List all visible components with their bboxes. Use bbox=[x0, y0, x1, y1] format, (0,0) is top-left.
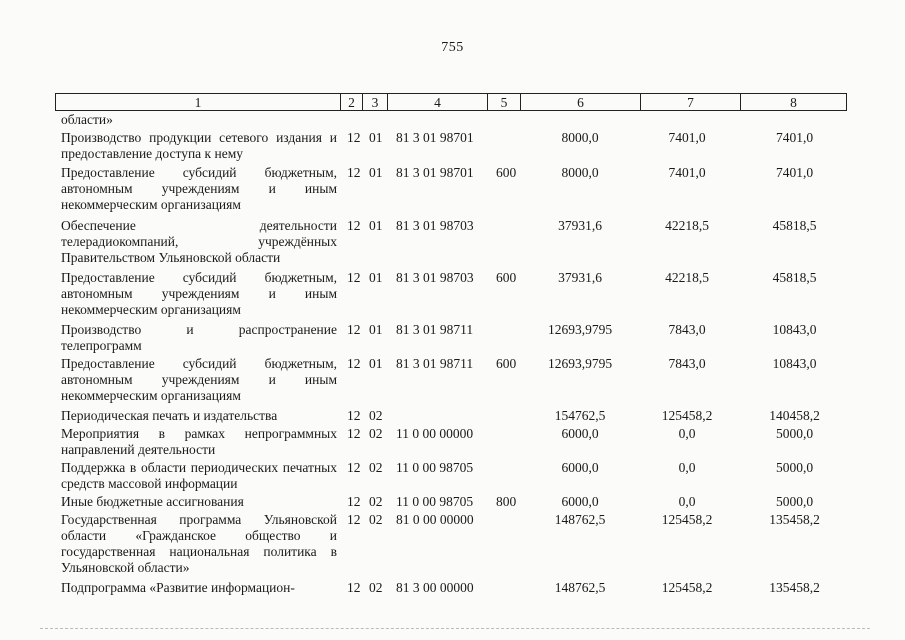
header-col-7: 7 bbox=[641, 94, 741, 110]
header-col-5: 5 bbox=[488, 94, 521, 110]
row-value-7: 7401,0 bbox=[668, 165, 706, 180]
row-value-8: 10843,0 bbox=[772, 356, 817, 371]
row-value-8: 135458,2 bbox=[769, 512, 820, 527]
row-expense-type: 600 bbox=[496, 356, 517, 371]
row-section: 12 bbox=[347, 356, 361, 371]
row-value-6: 12693,9795 bbox=[547, 356, 613, 371]
row-value-8: 5000,0 bbox=[775, 426, 814, 441]
row-expense-type: 600 bbox=[496, 270, 517, 285]
row-name: Предоставление субсидий бюджетным, автономным учреждениям и иным некоммерческим организациям bbox=[61, 165, 337, 212]
row-value-8: 10843,0 bbox=[772, 322, 817, 337]
row-target-article: 81 0 00 00000 bbox=[396, 512, 474, 527]
row-value-6: 37931,6 bbox=[558, 270, 602, 285]
row-value-7: 0,0 bbox=[678, 460, 696, 475]
row-section: 12 bbox=[347, 322, 361, 337]
row-value-7: 125458,2 bbox=[661, 580, 713, 595]
row-value-6: 8000,0 bbox=[561, 130, 599, 145]
row-target-article: 81 3 00 00000 bbox=[396, 580, 474, 595]
row-name: Поддержка в области периодических печатных средств массовой информации bbox=[61, 460, 337, 491]
row-section: 12 bbox=[347, 130, 361, 145]
row-value-6: 6000,0 bbox=[561, 426, 599, 441]
row-value-7: 0,0 bbox=[678, 494, 696, 509]
page-number: 755 bbox=[441, 40, 464, 55]
row-target-article: 11 0 00 98705 bbox=[396, 494, 474, 509]
row-name: Предоставление субсидий бюджетным, автономным учреждениям и иным некоммерческим организациям bbox=[61, 356, 337, 403]
row-value-7: 125458,2 bbox=[661, 408, 713, 423]
row-name: Предоставление субсидий бюджетным, автономным учреждениям и иным некоммерческим организациям bbox=[61, 270, 337, 317]
row-section: 12 bbox=[347, 580, 361, 595]
row-section: 12 bbox=[347, 218, 361, 233]
row-target-article: 81 3 01 98711 bbox=[396, 322, 474, 337]
row-target-article: 81 3 01 98703 bbox=[396, 270, 474, 285]
row-expense-type: 800 bbox=[496, 494, 517, 509]
row-subsection: 01 bbox=[369, 322, 383, 337]
row-subsection: 01 bbox=[369, 130, 383, 145]
row-value-7: 7843,0 bbox=[668, 356, 706, 371]
row-value-8: 140458,2 bbox=[769, 408, 820, 423]
row-value-6: 154762,5 bbox=[554, 408, 606, 423]
row-subsection: 01 bbox=[369, 165, 383, 180]
row-value-8: 45818,5 bbox=[772, 270, 817, 285]
row-value-8: 5000,0 bbox=[775, 460, 814, 475]
row-value-8: 7401,0 bbox=[775, 130, 814, 145]
row-section: 12 bbox=[347, 408, 361, 423]
row-value-6: 148762,5 bbox=[554, 512, 606, 527]
row-subsection: 02 bbox=[369, 580, 383, 595]
header-col-6: 6 bbox=[521, 94, 641, 110]
row-section: 12 bbox=[347, 165, 361, 180]
row-name: Мероприятия в рамках непрограммных направлений деятельности bbox=[61, 426, 337, 457]
row-subsection: 02 bbox=[369, 512, 383, 527]
row-value-6: 6000,0 bbox=[561, 494, 599, 509]
row-section: 12 bbox=[347, 460, 361, 475]
row-target-article: 81 3 01 98703 bbox=[396, 218, 474, 233]
row-value-7: 0,0 bbox=[678, 426, 696, 441]
page-bottom-edge bbox=[40, 628, 870, 629]
row-value-7: 42218,5 bbox=[665, 270, 709, 285]
row-target-article: 81 3 01 98701 bbox=[396, 130, 474, 145]
row-subsection: 02 bbox=[369, 460, 383, 475]
row-section: 12 bbox=[347, 426, 361, 441]
row-value-8: 45818,5 bbox=[772, 218, 817, 233]
row-name: Обеспечение деятельности телерадиокомпаний, учреждённых Правительством Ульяновской области bbox=[61, 218, 337, 265]
header-col-1: 1 bbox=[56, 94, 341, 110]
row-name: Производство продукции сетевого издания и предоставление доступа к нему bbox=[61, 130, 337, 161]
row-value-7: 42218,5 bbox=[665, 218, 709, 233]
row-target-article: 11 0 00 98705 bbox=[396, 460, 474, 475]
row-value-6: 12693,9795 bbox=[547, 322, 613, 337]
row-name: Государственная программа Ульяновской области «Гражданское общество и государственная национальная политика в Ульяновской области» bbox=[61, 512, 337, 575]
row-section: 12 bbox=[347, 270, 361, 285]
row-subsection: 01 bbox=[369, 218, 383, 233]
header-col-2: 2 bbox=[341, 94, 363, 110]
row-value-8: 5000,0 bbox=[775, 494, 814, 509]
row-value-8: 135458,2 bbox=[769, 580, 820, 595]
row-expense-type: 600 bbox=[496, 165, 517, 180]
row-value-7: 7843,0 bbox=[668, 322, 706, 337]
header-col-4: 4 bbox=[388, 94, 488, 110]
row-name: Подпрограмма «Развитие информацион- bbox=[61, 580, 295, 595]
row-subsection: 01 bbox=[369, 270, 383, 285]
row-subsection: 02 bbox=[369, 426, 383, 441]
row-value-7: 7401,0 bbox=[668, 130, 706, 145]
row-value-7: 125458,2 bbox=[661, 512, 713, 527]
row-subsection: 01 bbox=[369, 356, 383, 371]
row-value-6: 8000,0 bbox=[561, 165, 599, 180]
row-target-article: 81 3 01 98701 bbox=[396, 165, 474, 180]
header-col-3: 3 bbox=[363, 94, 388, 110]
row-value-6: 148762,5 bbox=[554, 580, 606, 595]
row-target-article: 81 3 01 98711 bbox=[396, 356, 474, 371]
row-value-6: 6000,0 bbox=[561, 460, 599, 475]
row-section: 12 bbox=[347, 512, 361, 527]
row-target-article: 11 0 00 00000 bbox=[396, 426, 474, 441]
row-value-6: 37931,6 bbox=[558, 218, 602, 233]
row-subsection: 02 bbox=[369, 494, 383, 509]
row-name: Периодическая печать и издательства bbox=[61, 408, 278, 423]
row-name: Производство и распространение телепрограмм bbox=[61, 322, 337, 353]
row-subsection: 02 bbox=[369, 408, 383, 423]
row-name: Иные бюджетные ассигнования bbox=[61, 494, 244, 509]
row-name: области» bbox=[61, 112, 113, 127]
row-section: 12 bbox=[347, 494, 361, 509]
row-value-8: 7401,0 bbox=[775, 165, 814, 180]
header-col-8: 8 bbox=[790, 95, 797, 110]
